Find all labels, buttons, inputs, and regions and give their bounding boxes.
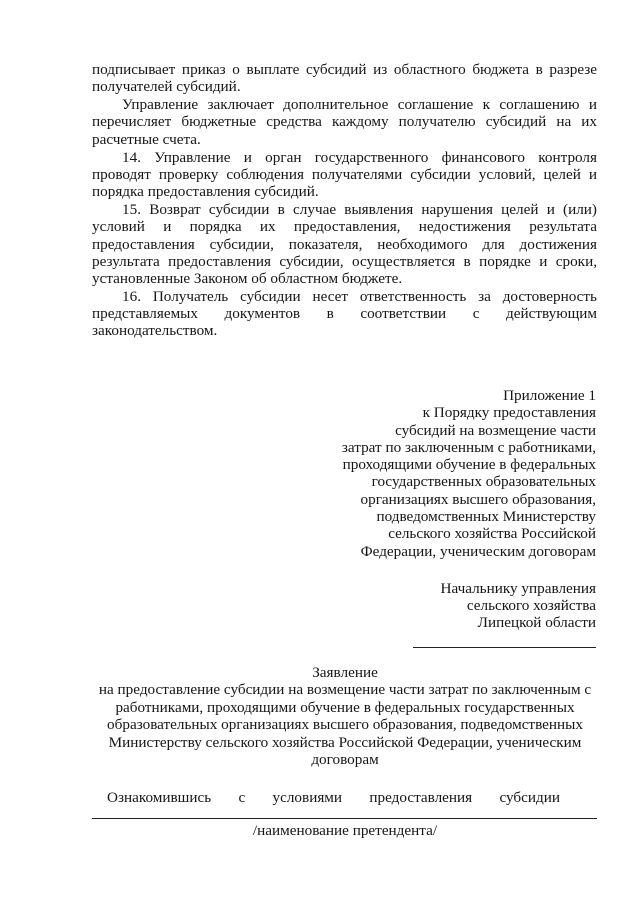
- text-line: порядка предоставления субсидий.: [92, 183, 319, 201]
- text-line: сельского хозяйства: [466, 597, 596, 615]
- paragraph-item-15: [92, 201, 597, 286]
- text-line: Начальнику управления: [440, 580, 596, 597]
- text-line: проходящими обучение в федеральных: [342, 456, 596, 474]
- appendix-number: Приложение 1: [503, 387, 596, 404]
- text-line: подписывает приказ о выплате субсидий из областного бюджета в разрезе: [92, 61, 597, 78]
- text-line: 15. Возврат субсидии в случае выявления нарушения целей и (или): [122, 201, 597, 219]
- text-line: Липецкой области: [477, 614, 596, 632]
- text-line: установленные Законом об областном бюджете.: [92, 269, 403, 287]
- paragraph-continuation: [92, 61, 597, 95]
- body-text: [92, 61, 597, 339]
- text-line: организациях высшего образования,: [360, 490, 596, 508]
- text-line: подведомственных Министерству: [376, 508, 596, 526]
- text-line: законодательством.: [92, 322, 218, 340]
- text-line: представляемых документов в соответствии с действующим: [92, 305, 597, 323]
- text-line: государственных образовательных: [371, 473, 596, 491]
- text-line: проводят проверку соблюдения получателями субсидии условий, целей и: [92, 165, 597, 183]
- text-line: Федерации, ученическим договорам: [360, 542, 596, 560]
- text-line: условий и порядка их предоставления, недостижения результата: [92, 218, 597, 236]
- text-line: расчетные счета.: [92, 130, 201, 148]
- text-line: сельского хозяйства Российской: [388, 525, 596, 543]
- text-line: 16. Получатель субсидии несет ответственность за достоверность: [122, 287, 597, 305]
- text-line: договорам: [311, 751, 379, 769]
- closing-lead-text: Ознакомившись с условиями предоставления субсидии: [107, 789, 560, 806]
- paragraph-item-16: [92, 288, 597, 339]
- application-title: Заявление: [312, 664, 378, 681]
- applicant-name-blank-line: [92, 818, 597, 819]
- text-line: субсидий на возмещение части: [395, 421, 596, 439]
- text-line: 14. Управление и орган государственного финансового контроля: [122, 148, 597, 166]
- text-line: Управление заключает дополнительное соглашение к соглашению и: [122, 96, 597, 114]
- text-line: перечисляет бюджетные средства каждому получателю субсидий на их: [92, 113, 597, 131]
- paragraph-supplementary-agreement: [92, 96, 597, 147]
- text-line: затрат по заключенным с работниками,: [341, 438, 596, 456]
- text-line: работниками, проходящими обучение в федеральных государственных: [115, 698, 575, 716]
- paragraph-item-14: [92, 149, 597, 200]
- text-line: Министерству сельского хозяйства Российской Федерации, ученическим: [108, 733, 582, 751]
- text-line: получателей субсидий.: [92, 78, 241, 96]
- text-line: предоставления субсидии, показателя, необходимого для достижения: [92, 235, 597, 253]
- text-line: на предоставление субсидии на возмещение части затрат по заключенным с: [98, 681, 592, 699]
- applicant-name-caption: /наименование претендента/: [252, 822, 438, 839]
- text-line: к Порядку предоставления: [422, 404, 596, 422]
- text-line: образовательных организациях высшего образования, подведомственных: [107, 716, 583, 734]
- appendix-header: [280, 387, 596, 560]
- text-line: результата предоставления субсидии, осуществляется в порядке и сроки,: [92, 252, 597, 270]
- addressee-block: [280, 580, 596, 632]
- application-heading: [80, 664, 610, 768]
- addressee-blank-line: [413, 647, 596, 648]
